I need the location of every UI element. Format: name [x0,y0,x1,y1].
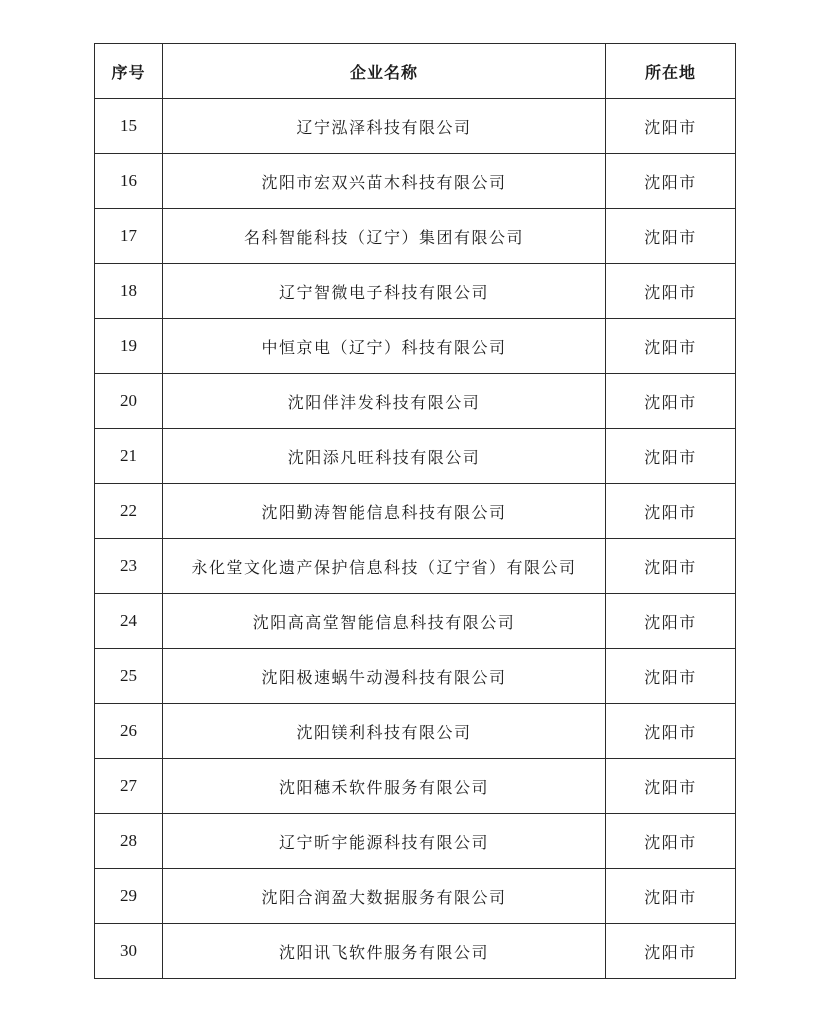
table-row [95,264,736,319]
location-cell: 沈阳市 [606,759,736,814]
table-row [95,759,736,814]
serial-number-cell: 22 [95,484,163,539]
location-cell: 沈阳市 [606,99,736,154]
company-name-cell: 中恒京电（辽宁）科技有限公司 [163,319,606,374]
serial-number-cell: 25 [95,649,163,704]
location-cell: 沈阳市 [606,319,736,374]
serial-number-cell: 16 [95,154,163,209]
table-row [95,429,736,484]
location-cell: 沈阳市 [606,539,736,594]
company-name-cell: 沈阳讯飞软件服务有限公司 [163,924,606,979]
table-row [95,869,736,924]
serial-number-cell: 23 [95,539,163,594]
table-row [95,704,736,759]
serial-number-cell: 26 [95,704,163,759]
header-serial-number: 序号 [95,44,163,99]
table-row [95,924,736,979]
company-name-cell: 沈阳市宏双兴苗木科技有限公司 [163,154,606,209]
company-name-cell: 沈阳合润盈大数据服务有限公司 [163,869,606,924]
location-cell: 沈阳市 [606,814,736,869]
table-row [95,649,736,704]
company-name-cell: 沈阳勤涛智能信息科技有限公司 [163,484,606,539]
table-row [95,539,736,594]
company-name-cell: 名科智能科技（辽宁）集团有限公司 [163,209,606,264]
company-name-cell: 永化堂文化遗产保护信息科技（辽宁省）有限公司 [163,539,606,594]
location-cell: 沈阳市 [606,374,736,429]
table-row [95,154,736,209]
serial-number-cell: 29 [95,869,163,924]
table-row [95,319,736,374]
location-cell: 沈阳市 [606,704,736,759]
location-cell: 沈阳市 [606,209,736,264]
company-name-cell: 沈阳高高堂智能信息科技有限公司 [163,594,606,649]
serial-number-cell: 20 [95,374,163,429]
location-cell: 沈阳市 [606,429,736,484]
serial-number-cell: 24 [95,594,163,649]
header-row [95,44,736,99]
header-company-name: 企业名称 [163,44,606,99]
table-body [95,99,736,979]
serial-number-cell: 17 [95,209,163,264]
table-row [95,594,736,649]
location-cell: 沈阳市 [606,649,736,704]
serial-number-cell: 28 [95,814,163,869]
table-row [95,374,736,429]
location-cell: 沈阳市 [606,484,736,539]
location-cell: 沈阳市 [606,264,736,319]
location-cell: 沈阳市 [606,594,736,649]
table-row [95,814,736,869]
company-name-cell: 沈阳穗禾软件服务有限公司 [163,759,606,814]
serial-number-cell: 18 [95,264,163,319]
serial-number-cell: 21 [95,429,163,484]
company-name-cell: 沈阳镁利科技有限公司 [163,704,606,759]
serial-number-cell: 30 [95,924,163,979]
header-location: 所在地 [606,44,736,99]
company-name-cell: 沈阳伴沣发科技有限公司 [163,374,606,429]
company-name-cell: 沈阳极速蜗牛动漫科技有限公司 [163,649,606,704]
table-header [95,44,736,99]
table-row [95,484,736,539]
serial-number-cell: 19 [95,319,163,374]
document-page [94,43,735,979]
company-name-cell: 辽宁智微电子科技有限公司 [163,264,606,319]
company-name-cell: 辽宁昕宇能源科技有限公司 [163,814,606,869]
location-cell: 沈阳市 [606,924,736,979]
table-row [95,209,736,264]
location-cell: 沈阳市 [606,869,736,924]
company-name-cell: 辽宁泓泽科技有限公司 [163,99,606,154]
table-row [95,99,736,154]
location-cell: 沈阳市 [606,154,736,209]
serial-number-cell: 27 [95,759,163,814]
company-name-cell: 沈阳添凡旺科技有限公司 [163,429,606,484]
serial-number-cell: 15 [95,99,163,154]
enterprise-table [94,43,736,979]
